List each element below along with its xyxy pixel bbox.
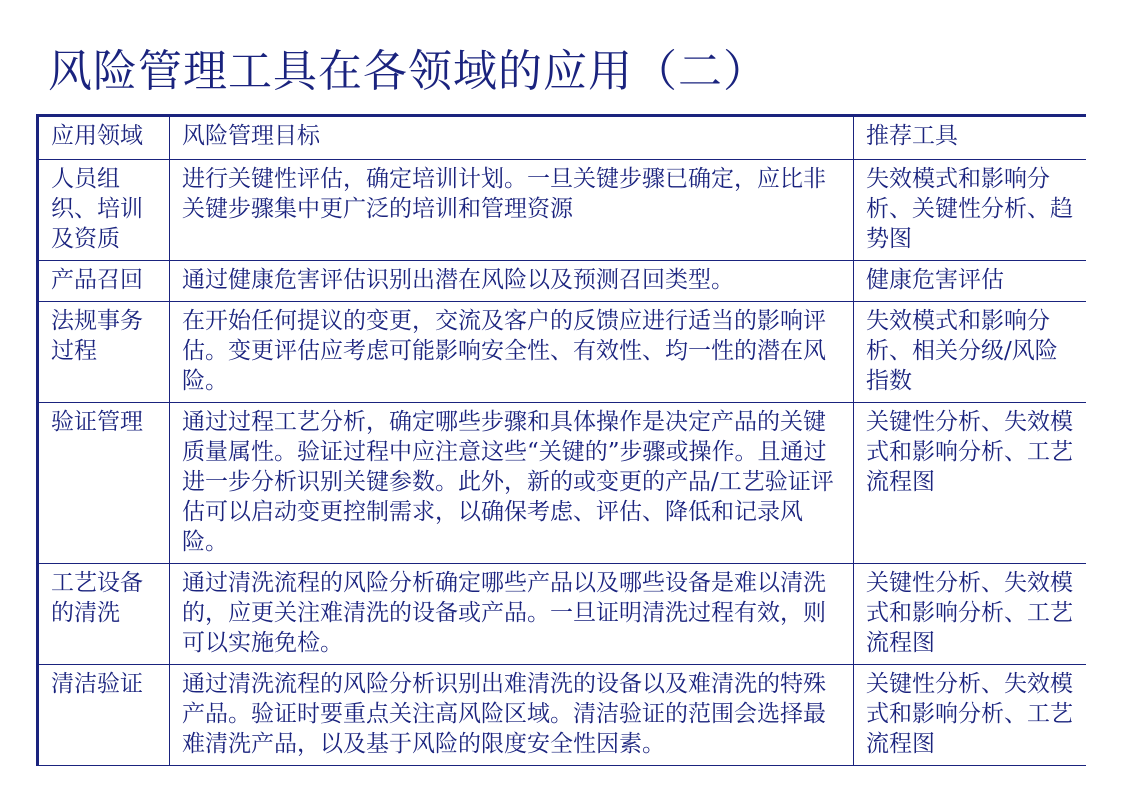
risk-tools-table-container [36,114,1086,794]
cell-goal: 通过清洗流程的风险分析识别出难清洗的设备以及难清洗的特殊产品。验证时要重点关注高风险区域。清洁验证的范围会选择最难清洗产品，以及基于风险的限度安全性因素。 [170,665,854,766]
table-row [38,160,1087,261]
cell-goal: 通过健康危害评估识别出潜在风险以及预测召回类型。 [170,261,854,302]
table-row [38,665,1087,766]
cell-tools: 健康危害评估 [854,261,1087,302]
cell-tools: 关键性分析、失效模式和影响分析、工艺流程图 [854,665,1087,766]
table-row [38,403,1087,564]
header-tools: 推荐工具 [854,116,1087,160]
cell-area: 验证管理 [38,403,170,564]
table-row [38,261,1087,302]
cell-goal: 通过清洗流程的风险分析确定哪些产品以及哪些设备是难以清洗的，应更关注难清洗的设备或产品。一旦证明清洗过程有效，则可以实施免检。 [170,564,854,665]
cell-area: 产品召回 [38,261,170,302]
page-title: 风险管理工具在各领域的应用（二） [48,46,768,97]
cell-goal: 在开始任何提议的变更，交流及客户的反馈应进行适当的影响评估。变更评估应考虑可能影响安全性、有效性、均一性的潜在风险。 [170,302,854,403]
cell-area: 清洁验证 [38,665,170,766]
cell-area: 工艺设备的清洗 [38,564,170,665]
cell-tools: 关键性分析、失效模式和影响分析、工艺流程图 [854,403,1087,564]
header-goal: 风险管理目标 [170,116,854,160]
cell-tools: 关键性分析、失效模式和影响分析、工艺流程图 [854,564,1087,665]
cell-goal: 进行关键性评估，确定培训计划。一旦关键步骤已确定，应比非关键步骤集中更广泛的培训和管理资源 [170,160,854,261]
risk-tools-table [36,114,1086,766]
cell-area: 人员组织、培训及资质 [38,160,170,261]
cell-tools: 失效模式和影响分析、关键性分析、趋势图 [854,160,1087,261]
cell-area: 法规事务过程 [38,302,170,403]
header-area: 应用领域 [38,116,170,160]
cell-goal: 通过过程工艺分析，确定哪些步骤和具体操作是决定产品的关键质量属性。验证过程中应注意这些“关键的”步骤或操作。且通过进一步分析识别关键参数。此外，新的或变更的产品/工艺验证评估可以启动变更控制需求，以确保考虑、评估、降低和记录风险。 [170,403,854,564]
table-header-row [38,116,1087,160]
table-row [38,564,1087,665]
table-row [38,302,1087,403]
cell-tools: 失效模式和影响分析、相关分级/风险指数 [854,302,1087,403]
